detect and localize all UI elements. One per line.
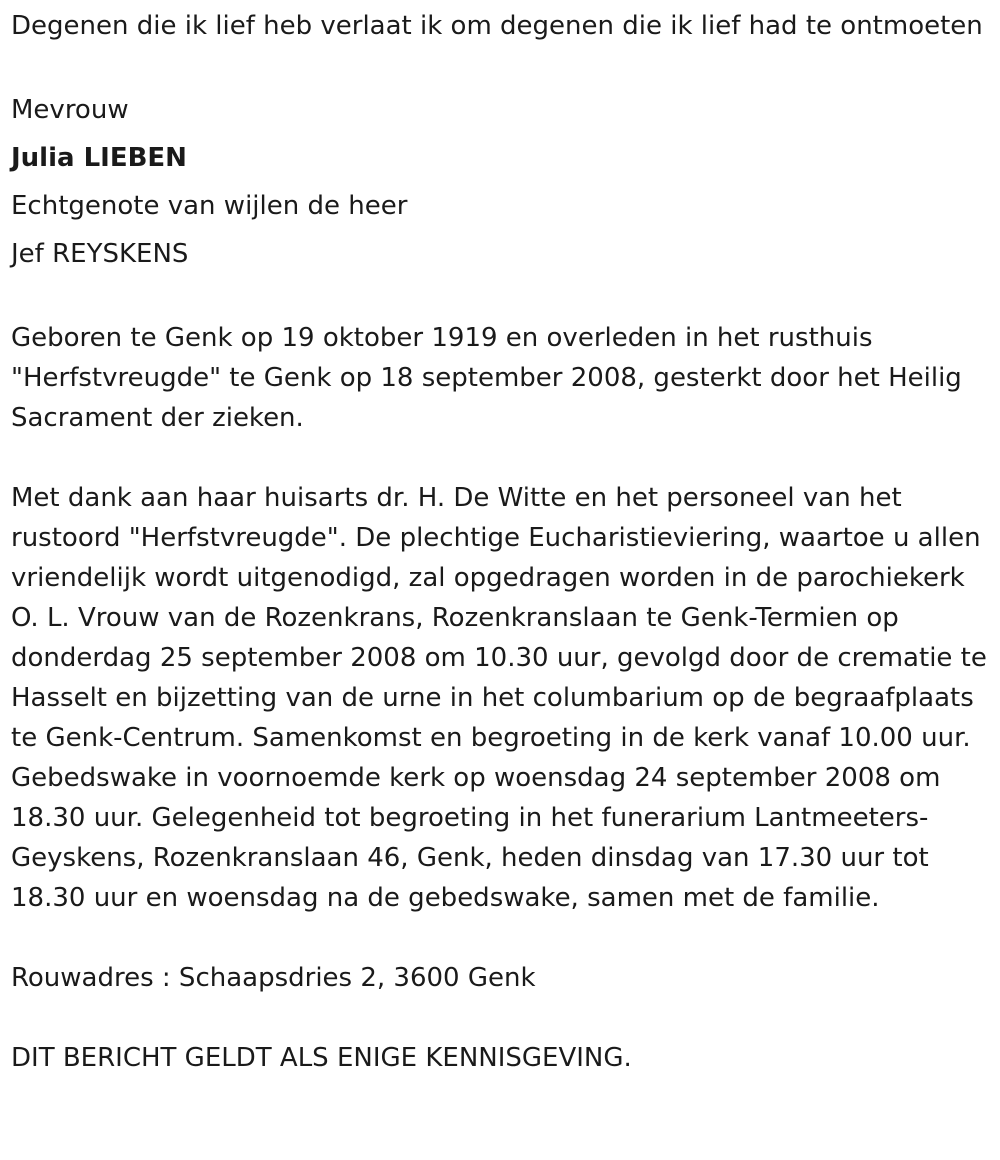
birth-death-paragraph: Geboren te Genk op 19 oktober 1919 en overleden in het rusthuis "Herfstvreugde" te Genk op 18 september 2008, gesterkt door het Heilig Sacrament der zieken. <box>11 323 962 433</box>
deceased-name: Julia LIEBEN <box>11 143 187 173</box>
closing-statement: DIT BERICHT GELDT ALS ENIGE KENNISGEVING. <box>11 1043 632 1073</box>
spacer <box>11 918 990 958</box>
salutation: Mevrouw <box>11 95 129 125</box>
spouse-name: Jef REYSKENS <box>11 239 189 269</box>
mourning-address: Rouwadres : Schaapsdries 2, 3600 Genk <box>11 963 536 993</box>
spacer <box>11 998 990 1038</box>
ceremony-paragraph: Met dank aan haar huisarts dr. H. De Witte en het personeel van het rustoord "Herfstvreugde". De plechtige Eucharistieviering, waartoe u allen vriendelijk wordt uitgenodigd, zal opgedragen worden in de parochiekerk O. L. Vrouw van de Rozenkrans, Rozenkranslaan te Genk-Termien op donderdag 25 september 2008 om 10.30 uur, gevolgd door de crematie te Hasselt en bijzetting van de urne in het columbarium op de begraafplaats te Genk-Centrum. Samenkomst en begroeting in de kerk vanaf 10.00 uur. Gebedswake in voornoemde kerk op woensdag 24 september 2008 om 18.30 uur. Gelegenheid tot begroeting in het funerarium Lantmeeters-Geyskens, Rozenkranslaan 46, Genk, heden dinsdag van 17.30 uur tot 18.30 uur en woensdag na de gebedswake, samen met de familie. <box>11 483 987 913</box>
spacer <box>11 46 990 86</box>
spacer <box>11 278 990 318</box>
spouse-line: Echtgenote van wijlen de heer <box>11 191 408 221</box>
opening-quote: Degenen die ik lief heb verlaat ik om degenen die ik lief had te ontmoeten <box>11 11 983 41</box>
spacer <box>11 438 990 478</box>
